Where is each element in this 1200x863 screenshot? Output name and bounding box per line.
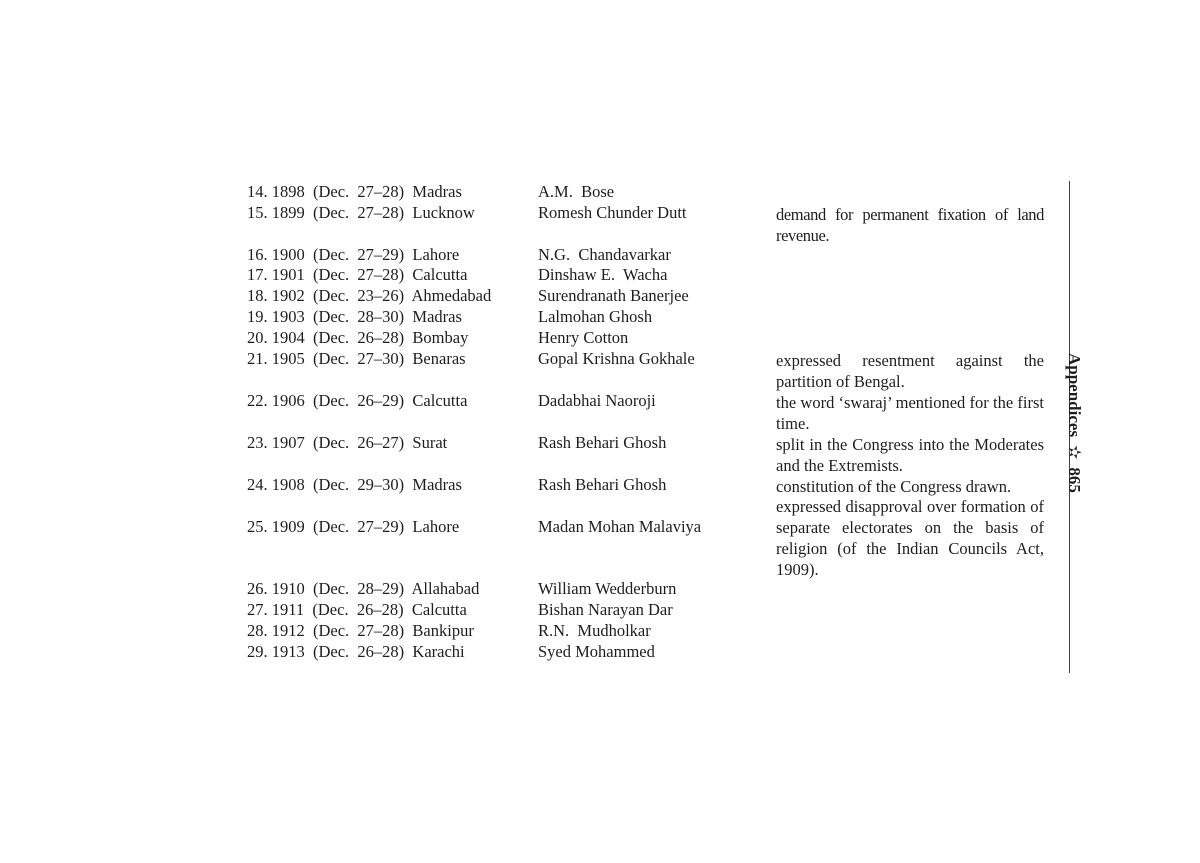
president-cell: Madan Mohan Malaviya <box>538 517 702 536</box>
session-cell: 18. 1902 (Dec. 23–26) Ahmedabad <box>247 286 492 305</box>
president-cell: A.M. Bose <box>538 182 615 201</box>
session-cell: 21. 1905 (Dec. 27–30) Benaras <box>247 349 466 368</box>
president-cell: Dadabhai Naoroji <box>538 391 656 410</box>
session-cell: 25. 1909 (Dec. 27–29) Lahore <box>247 517 460 536</box>
remark-text: expressed resentment against the partition of Bengal. <box>776 351 1044 391</box>
session-cell: 20. 1904 (Dec. 26–28) Bombay <box>247 328 469 347</box>
session-cell: 26. 1910 (Dec. 28–29) Allahabad <box>247 579 480 598</box>
session-cell: 29. 1913 (Dec. 26–28) Karachi <box>247 642 465 661</box>
remark-text: the word ‘swaraj’ mentioned for the first time. <box>776 393 1044 433</box>
president-cell: Dinshaw E. Wacha <box>538 265 668 284</box>
table-row <box>0 620 1200 641</box>
session-cell: 17. 1901 (Dec. 27–28) Calcutta <box>247 265 468 284</box>
session-cell: 19. 1903 (Dec. 28–30) Madras <box>247 307 462 326</box>
remark-text: constitution of the Congress drawn. <box>776 477 1012 496</box>
president-cell: William Wedderburn <box>538 579 677 598</box>
session-cell: 27. 1911 (Dec. 26–28) Calcutta <box>247 600 467 619</box>
president-cell: Syed Mohammed <box>538 642 655 661</box>
table-row <box>0 578 1200 599</box>
remark-text: split in the Congress into the Moderates and the Extremists. <box>776 435 1044 475</box>
page-number: 865 <box>1065 467 1084 493</box>
table-row <box>0 264 1200 285</box>
table-row <box>0 599 1200 620</box>
table-row <box>0 244 1200 265</box>
table-row <box>0 285 1200 306</box>
president-cell: Romesh Chunder Dutt <box>538 203 687 222</box>
table-row <box>0 641 1200 662</box>
table-row <box>0 181 1200 202</box>
remark-text: demand for permanent fixation of land revenue. <box>776 205 1044 245</box>
president-cell: Rash Behari Ghosh <box>538 433 667 452</box>
session-cell: 23. 1907 (Dec. 26–27) Surat <box>247 433 448 452</box>
session-cell: 28. 1912 (Dec. 27–28) Bankipur <box>247 621 474 640</box>
president-cell: Lalmohan Ghosh <box>538 307 653 326</box>
president-cell: Rash Behari Ghosh <box>538 475 667 494</box>
president-cell: R.N. Mudholkar <box>538 621 651 640</box>
section-title: Appendices <box>1065 353 1084 438</box>
table-row <box>0 327 1200 348</box>
president-cell: Surendranath Banerjee <box>538 286 689 305</box>
running-head <box>1064 353 1084 513</box>
session-cell: 15. 1899 (Dec. 27–28) Lucknow <box>247 203 475 222</box>
president-cell: Gopal Krishna Gokhale <box>538 349 695 368</box>
table-row <box>0 306 1200 327</box>
session-cell: 14. 1898 (Dec. 27–28) Madras <box>247 182 462 201</box>
session-cell: 24. 1908 (Dec. 29–30) Madras <box>247 475 462 494</box>
session-cell: 16. 1900 (Dec. 27–29) Lahore <box>247 245 460 264</box>
president-cell: N.G. Chandavarkar <box>538 245 671 264</box>
star-icon: ✫ <box>1065 445 1084 460</box>
remark-text: expressed disapproval over formation of separate electorates on the basis of religion (of the Indian Councils Act, 1909). <box>776 497 1044 579</box>
session-cell: 22. 1906 (Dec. 26–29) Calcutta <box>247 391 468 410</box>
president-cell: Bishan Narayan Dar <box>538 600 673 619</box>
president-cell: Henry Cotton <box>538 328 629 347</box>
